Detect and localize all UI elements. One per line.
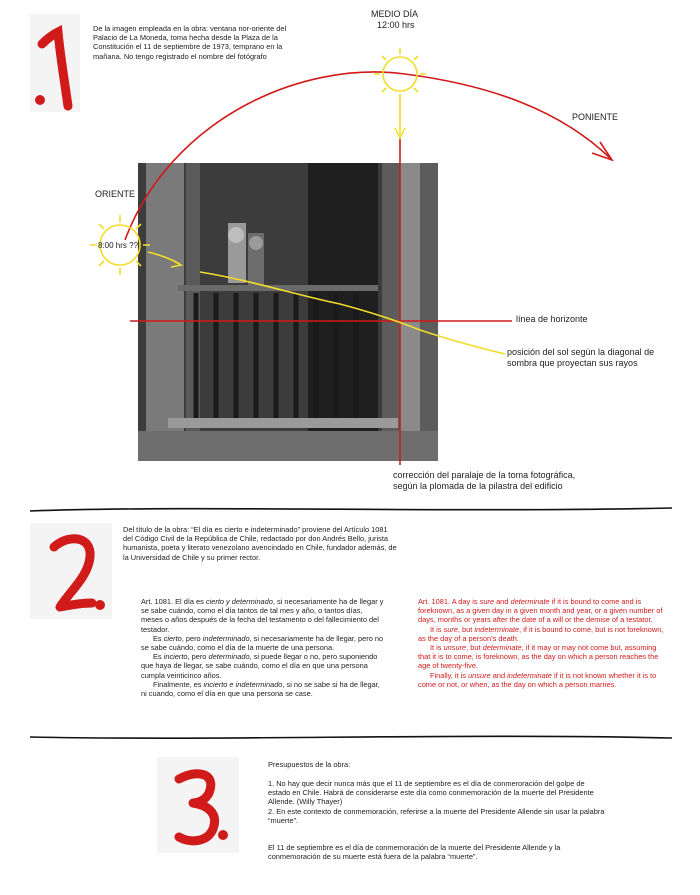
es-p4-em: incierto e indeterminado (203, 679, 283, 689)
numeral-3-box (157, 757, 239, 853)
section1-caption: De la imagen empleada en la obra: ventana nor-oriente del Palacio de La Moneda, toma hecha desde la Plaza de la Constitución el 11 de septiembre de 1973, temprano en la mañana. No tengo registrado el nombre del fotógrafo (93, 24, 287, 61)
article-es-p3 (141, 652, 384, 680)
sombra-label: posición del sol según la diagonal de sombra que proyectan sus rayos (507, 347, 655, 368)
en-p1-c: if it is bound to come and is foreknown, as a given day in a given month and year, or a given number of days, months or years after the date of a will or the demise of a testator. (418, 597, 663, 625)
article-en-p4 (418, 671, 668, 689)
correccion-label-2: según la plomada de la pilastra del edificio (393, 481, 563, 491)
en-p4-a: Finally, it is (430, 670, 469, 680)
en-p4-b: and (490, 670, 508, 680)
es-p3-c: , si puede llegar o no, pero suponiendo que haya de llegar, se sabe cuándo, como el día en que una persona cumpla veinticinco años. (141, 652, 378, 680)
en-p1-em1: sure (479, 597, 495, 606)
es-p2-em1: cierto (163, 633, 182, 643)
en-p4-em2: indeterminate (507, 670, 552, 680)
es-p3-em2: determinado (208, 652, 250, 662)
en-p3-b: , but (466, 643, 483, 653)
en-p2-c: , if it is bound to come, but is not foreknown, as the day of a person’s death. (418, 624, 664, 643)
divider-2 (0, 731, 700, 745)
en-p2-em1: sure (443, 624, 458, 634)
sun-noon (374, 48, 426, 138)
es-p2-c: , si necesariamente ha de llegar, pero no se sabe cuándo, como el día de la muerte de una persona. (141, 633, 384, 653)
en-p2-a: It is (430, 624, 444, 634)
article-en-p1 (418, 597, 668, 625)
es-p2-b: , pero (181, 633, 203, 643)
correccion-label-1: corrección del paralaje de la toma fotográfica, (393, 470, 576, 480)
en-p3-em2: determinate (482, 643, 522, 653)
es-p1-a: Art. 1081. El día es (141, 597, 206, 606)
article-en-p2 (418, 625, 668, 643)
en-p3-a: It is (430, 643, 444, 653)
oriente-hora: 8:00 hrs ?? (98, 241, 139, 250)
es-p4-a: Finalmente, es (153, 679, 204, 689)
oriente-label: ORIENTE (95, 189, 136, 199)
es-p2-em2: indeterminado (202, 633, 250, 643)
es-p2-a: Es (153, 633, 164, 643)
linea-horizonte-label: línea de horizonte (516, 314, 588, 324)
en-p1-a: Art. 1081. A day is (418, 597, 480, 606)
en-p4-c: if it is not known whether it is to come or not, or when, as the day on which a person marries. (418, 670, 657, 689)
es-p3-em1: incierto (163, 652, 188, 662)
article-en-p3 (418, 643, 668, 671)
numeral-2-box (30, 523, 112, 619)
en-p4-em1: unsure (468, 670, 491, 680)
section3-item-1: 1. No hay que decir nunca más que el 11 de septiembre es el día de conmeroración del golpe de estado en Chile. Habrá de considerarse este día como conmemoración de la muerte del Presidente Allende. (Willy Thayer) (268, 779, 594, 807)
medio-dia-label: MEDIO DÍA (371, 9, 419, 19)
section2-intro: Del título de la obra: “El día es cierto e indeterminado” proviene del Artículo 1081 del Código Civil de la República de Chile, redactado por don Andrés Bello, jurista humanista, poeta y literato venezolano avencindado en Chile, fundador además, de la Universidad de Chile y su primer rector. (123, 525, 397, 562)
en-p2-em2: indeterminate (474, 624, 520, 634)
es-p1-b: , si necesariamente ha de llegar y se sabe cuándo, como el día tantos de tal mes y año, o tantos días, meses o años después de la fecha del testamento o del fallecimiento del testador. (141, 597, 384, 634)
en-p1-em2: determinate (510, 597, 550, 606)
es-p3-b: , pero (187, 652, 209, 662)
en-p3-c: , if it may or may not come but, assuming that it is to come, is foreknown, as the day on which a person reaches the age of twenty-five. (418, 643, 659, 671)
article-es-p2 (141, 634, 384, 652)
section3-closing: El 11 de septiembre es el día de conmemoración de la muerte del Presidente Allende y la conmemoración de su muerte está fuera de la palabra “muerte”. (268, 843, 561, 862)
section3-item-2: 2. En este contexto de conmemoración, referirse a la muerte del Presidente Allende sin usar la palabra “muerte”. (268, 807, 605, 826)
en-p1-b: and (494, 597, 511, 606)
divider-1 (0, 503, 700, 517)
article-es-p4 (141, 680, 384, 698)
numeral-3-glyph (157, 757, 239, 853)
en-p3-em1: unsure (443, 643, 467, 653)
poniente-label: PONIENTE (572, 112, 619, 122)
article-es (141, 597, 384, 698)
medio-dia-hora: 12:00 hrs (377, 20, 415, 30)
numeral-2-glyph (30, 523, 112, 619)
es-p4-b: , si no se sabe si ha de llegar, ni cuando, como el día en que una persona se case. (141, 679, 380, 699)
es-p1-em: cierto y determinado (205, 597, 273, 606)
section3-title: Presupuestos de la obra: (268, 760, 351, 769)
article-es-p1 (141, 597, 384, 634)
article-en (418, 597, 668, 689)
en-p2-b: , but (457, 624, 475, 634)
es-p3-a: Es (153, 652, 164, 662)
